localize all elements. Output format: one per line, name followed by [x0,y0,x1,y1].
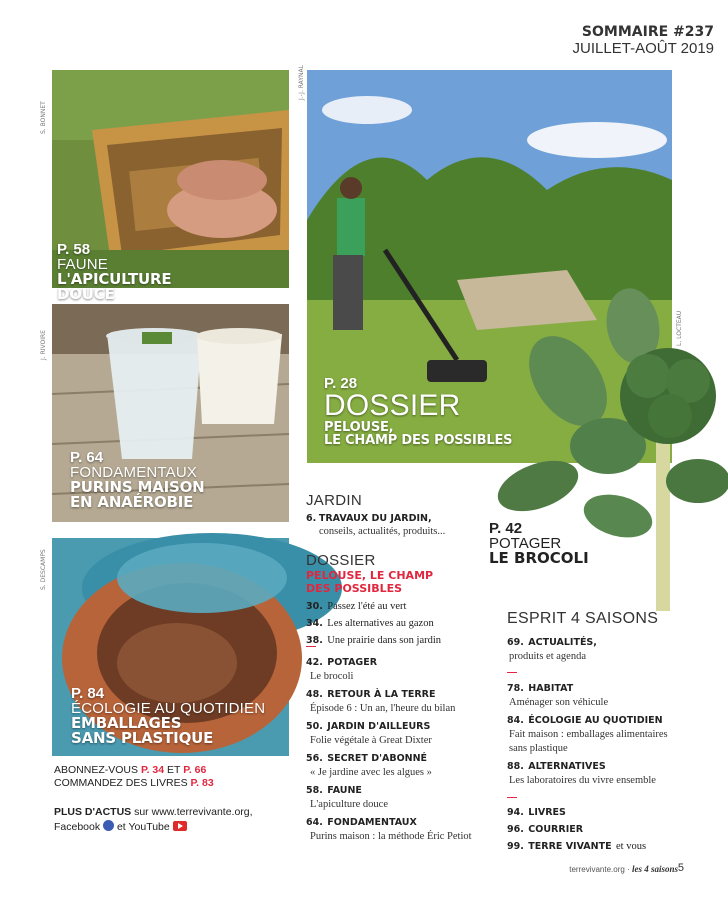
toc-entry[interactable] [507,632,668,664]
photo-credit: S. BONNET [40,101,47,134]
section-heading: ESPRIT 4 SAISONS [507,610,659,627]
entry-title: JARDIN D'AILLEURS [327,721,431,732]
entry-text: Passez l'été au vert [327,601,407,612]
footer [569,864,678,874]
feature-caption [57,242,171,302]
page-ref: P. 84 [71,685,105,702]
entry-title: LIVRES [528,807,566,818]
entry-number: 84. [507,715,524,726]
toc-esprit [507,610,668,854]
feature-caption [71,686,265,746]
feature-title: PELOUSE, [324,420,394,435]
entry-title: ALTERNATIVES [528,761,606,772]
facebook-link[interactable]: Facebook [54,821,101,833]
entry-number: 30. [306,601,323,612]
page-ref: P. 42 [489,520,523,537]
entry-subtitle: Purins maison : la méthode Éric Petiot [310,831,472,842]
entry-subtitle: conseils, actualités, produits... [319,526,446,537]
section-label: DOSSIER [324,389,461,422]
conjunction: ET [167,764,181,776]
entry-number: 64. [306,817,323,828]
entry-subtitle: sans plastique [509,743,568,754]
entry-subtitle: Fait maison : emballages alimentaires [509,729,668,740]
entry-subtitle: Le brocoli [310,671,354,682]
photo-apiculture[interactable] [52,70,289,303]
toc-entry[interactable] [507,837,668,854]
issue-title: SOMMAIRE #237 [581,24,714,40]
page-ref[interactable]: P. 66 [183,764,207,776]
entry-title: POTAGER [327,657,378,668]
dossier-item[interactable] [306,614,441,631]
entry-title: COURRIER [528,824,584,835]
section-label: FAUNE [57,256,109,273]
photo-emballages[interactable] [52,538,289,756]
photo-credit: J.-J. RAYNAL [298,65,305,100]
feature-title: EMBALLAGES [71,714,182,732]
books-line[interactable] [54,777,214,790]
dossier-title[interactable]: PELOUSE, LE CHAMP [306,569,434,582]
entry-title: TERRE VIVANTE [528,841,612,852]
page-number: 5 [677,862,684,874]
entry-number: 94. [507,807,524,818]
subscribe-text: ABONNEZ-VOUS [54,764,139,776]
section-heading: JARDIN [306,492,362,509]
entry-number: 99. [507,841,524,852]
feature-title: LE CHAMP DES POSSIBLES [324,433,513,448]
page-ref[interactable]: P. 34 [140,764,165,776]
entry-subtitle: L'apiculture douce [310,799,388,810]
toc-entry[interactable] [507,803,668,820]
website-link[interactable]: www.terrevivante.org, [151,806,253,818]
divider [306,646,316,647]
page-ref: P. 58 [57,241,91,258]
entry-number: 48. [306,689,323,700]
photo-credit: S. DESCAMPS [40,549,47,590]
feature-caption [324,376,512,447]
photo-credit: J. RIVOIRE [40,330,47,360]
issue-date: JUILLET-AOÛT 2019 [572,40,714,57]
entry-title: FAUNE [327,785,362,796]
footer-brand: les 4 saisons [631,864,678,874]
toc-entry[interactable] [306,716,472,748]
entry-title: HABITAT [528,683,574,694]
news-block [54,805,253,835]
feature-caption [70,450,205,510]
feature-title: DOUCE [57,285,115,303]
section-heading: DOSSIER [306,552,376,569]
photo-credit: L. LOCTEAU [676,310,683,346]
feature-title: L'APICULTURE [57,270,172,288]
news-and: et [116,821,126,833]
feature-caption [489,521,589,566]
toc-entry[interactable] [306,513,445,525]
divider [507,672,517,673]
photo-purins[interactable] [52,304,289,522]
entry-title: TRAVAUX DU JARDIN, [318,513,432,524]
toc-entry[interactable] [306,812,472,844]
footer-sep: · [627,865,630,874]
toc-rubriques [306,646,472,844]
entry-subtitle: Folie végétale à Great Dixter [310,735,432,746]
entry-number: 34. [306,618,323,629]
entry-title: SECRET D'ABONNÉ [327,753,428,764]
entry-number: 56. [306,753,323,764]
entry-number: 50. [306,721,323,732]
toc-entry[interactable] [306,684,472,716]
entry-number: 88. [507,761,524,772]
feature-title: EN ANAÉROBIE [70,493,194,511]
entry-title: ACTUALITÉS, [528,637,597,648]
entry-number: 69. [507,637,524,648]
facebook-icon[interactable] [103,820,114,831]
footer-site[interactable]: terrevivante.org [569,865,625,874]
section-label: FONDAMENTAUX [70,464,198,481]
entry-title: ÉCOLOGIE AU QUOTIDIEN [528,715,663,726]
feature-title: SANS PLASTIQUE [71,729,214,747]
toc-entry[interactable] [306,652,472,684]
entry-number: 78. [507,683,524,694]
feature-title: PURINS MAISON [70,478,205,496]
toc-entry[interactable] [507,756,668,788]
toc-entry[interactable] [507,710,668,756]
toc-entry[interactable] [507,678,668,710]
toc-entry[interactable] [507,820,668,837]
entry-number: 58. [306,785,323,796]
entry-number: 42. [306,657,323,668]
entry-text: Les alternatives au gazon [327,618,434,629]
youtube-link[interactable]: YouTube [128,821,170,833]
entry-title: RETOUR À LA TERRE [327,689,436,700]
dossier-item[interactable] [306,597,441,614]
page-ref: P. 64 [70,449,104,466]
section-label: POTAGER [489,535,562,552]
divider [507,797,517,798]
page-ref: P. 28 [324,375,358,392]
news-label: PLUS D'ACTUS [54,806,132,818]
entry-title: FONDAMENTAUX [327,817,417,828]
entry-subtitle: Aménager son véhicule [509,697,609,708]
entry-text: Une prairie dans son jardin [327,635,442,646]
entry-number: 38. [306,635,323,646]
subscribe-block [54,764,214,790]
entry-number: 96. [507,824,524,835]
youtube-icon[interactable] [173,821,187,831]
entry-subtitle: « Je jardine avec les algues » [310,767,432,778]
entry-subtitle: produits et agenda [509,651,586,662]
section-label: ÉCOLOGIE AU QUOTIDIEN [71,700,266,717]
dossier-title[interactable]: DES POSSIBLES [306,582,403,595]
entry-tail: et vous [616,841,647,852]
toc-jardin [306,492,445,539]
toc-entry[interactable] [306,748,472,780]
feature-title: LE BROCOLI [489,549,589,567]
books-text: COMMANDEZ DES LIVRES [54,777,188,789]
toc-entry[interactable] [306,780,472,812]
subscribe-line[interactable] [54,764,214,777]
entry-subtitle: Les laboratoires du vivre ensemble [509,775,656,786]
entry-subtitle: Épisode 6 : Un an, l'heure du bilan [310,703,456,714]
entry-number: 6. [306,513,317,524]
toc-dossier [306,552,441,648]
page-ref[interactable]: P. 83 [190,777,214,789]
news-sur: sur [134,806,149,818]
